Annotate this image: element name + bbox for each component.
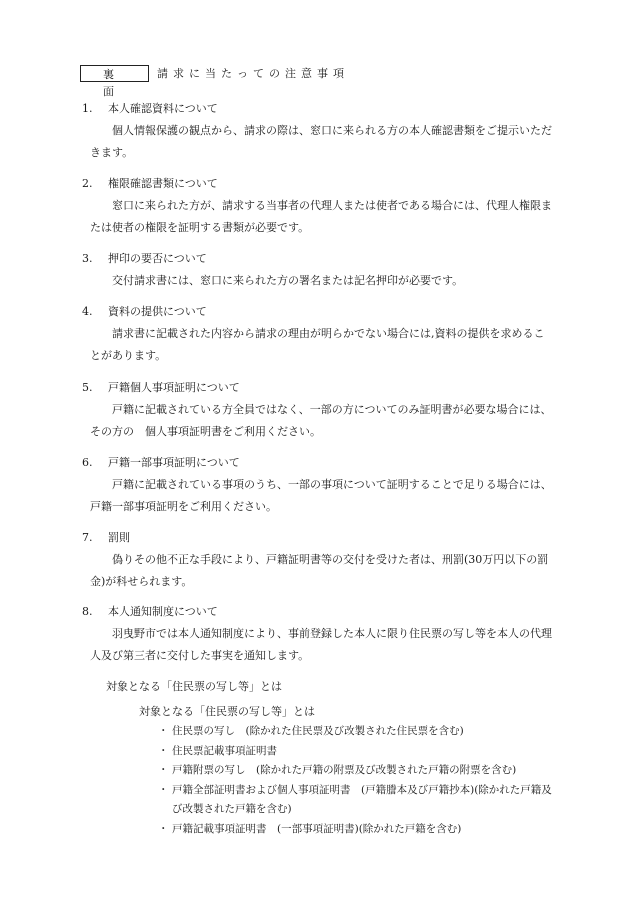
section-title: 罰則 bbox=[108, 531, 130, 544]
section-number: 5. bbox=[82, 381, 93, 394]
section-body: 戸籍に記載されている方全員ではなく、一部の方についてのみ証明書が必要な場合には、その方の 個人事項証明書をご利用ください。 bbox=[90, 403, 552, 438]
back-side-label: 裏面 bbox=[80, 65, 149, 82]
section-3 bbox=[82, 248, 554, 292]
section-number: 2. bbox=[82, 177, 93, 190]
section-title: 本人通知制度について bbox=[108, 605, 218, 618]
list-item: ・ 戸籍全部証明書および個人事項証明書 (戸籍謄本及び戸籍抄本)(除かれた戸籍及び改製された戸籍を含む) bbox=[162, 781, 562, 820]
target-list bbox=[162, 722, 562, 839]
section-body: 個人情報保護の観点から、請求の際は、窓口に来られる方の本人確認書類をご提示いただきます。 bbox=[90, 124, 552, 159]
section-body: 羽曳野市では本人通知制度により、事前登録した本人に限り住民票の写し等を本人の代理人及び第三者に交付した事実を通知します。 bbox=[90, 627, 552, 662]
section-title: 本人確認資料について bbox=[108, 102, 218, 115]
page-title: 請求に当たっての注意事項 bbox=[157, 67, 349, 80]
section-number: 1. bbox=[82, 102, 93, 115]
section-body: 請求書に記載された内容から請求の理由が明らかでない場合には,資料の提供を求めることがあります。 bbox=[90, 327, 545, 362]
section-number: 4. bbox=[82, 305, 93, 318]
section-title: 権限確認書類について bbox=[108, 177, 218, 190]
list-item: ・ 住民票記載事項証明書 bbox=[162, 742, 562, 762]
section-title: 資料の提供について bbox=[108, 305, 207, 318]
section-number: 6. bbox=[82, 456, 93, 469]
list-item: ・ 戸籍附票の写し (除かれた戸籍の附票及び改製された戸籍の附票を含む) bbox=[162, 761, 562, 781]
page-header bbox=[80, 64, 349, 98]
section-title: 押印の要否について bbox=[108, 252, 207, 265]
section-title: 戸籍一部事項証明について bbox=[108, 456, 240, 469]
section-1 bbox=[82, 98, 554, 164]
section-6 bbox=[82, 452, 554, 518]
section-number: 8. bbox=[82, 605, 93, 618]
section-title: 戸籍個人事項証明について bbox=[108, 381, 240, 394]
section-7 bbox=[82, 527, 554, 593]
section-5 bbox=[82, 377, 554, 443]
section-number: 7. bbox=[82, 531, 93, 544]
target-subheading: 対象となる「住民票の写し等」とは bbox=[139, 705, 315, 718]
section-4 bbox=[82, 301, 554, 367]
section-number: 3. bbox=[82, 252, 93, 265]
list-item: ・ 住民票の写し (除かれた住民票及び改製された住民票を含む) bbox=[162, 722, 562, 742]
section-body: 交付請求書には、窓口に来られた方の署名または記名押印が必要です。 bbox=[112, 274, 464, 287]
list-item: ・ 戸籍記載事項証明書 (一部事項証明書)(除かれた戸籍を含む) bbox=[162, 820, 562, 840]
section-body: 偽りその他不正な手段により、戸籍証明書等の交付を受けた者は、刑罰(30万円以下の罰金)が科せられます。 bbox=[90, 553, 549, 588]
section-8 bbox=[82, 601, 554, 667]
section-body: 窓口に来られた方が、請求する当事者の代理人または使者である場合には、代理人権限または使者の権限を証明する書類が必要です。 bbox=[90, 199, 552, 234]
target-heading: 対象となる「住民票の写し等」とは bbox=[106, 680, 282, 693]
section-2 bbox=[82, 173, 554, 239]
section-body: 戸籍に記載されている事項のうち、一部の事項について証明することで足りる場合には、戸籍一部事項証明をご利用ください。 bbox=[90, 478, 552, 513]
